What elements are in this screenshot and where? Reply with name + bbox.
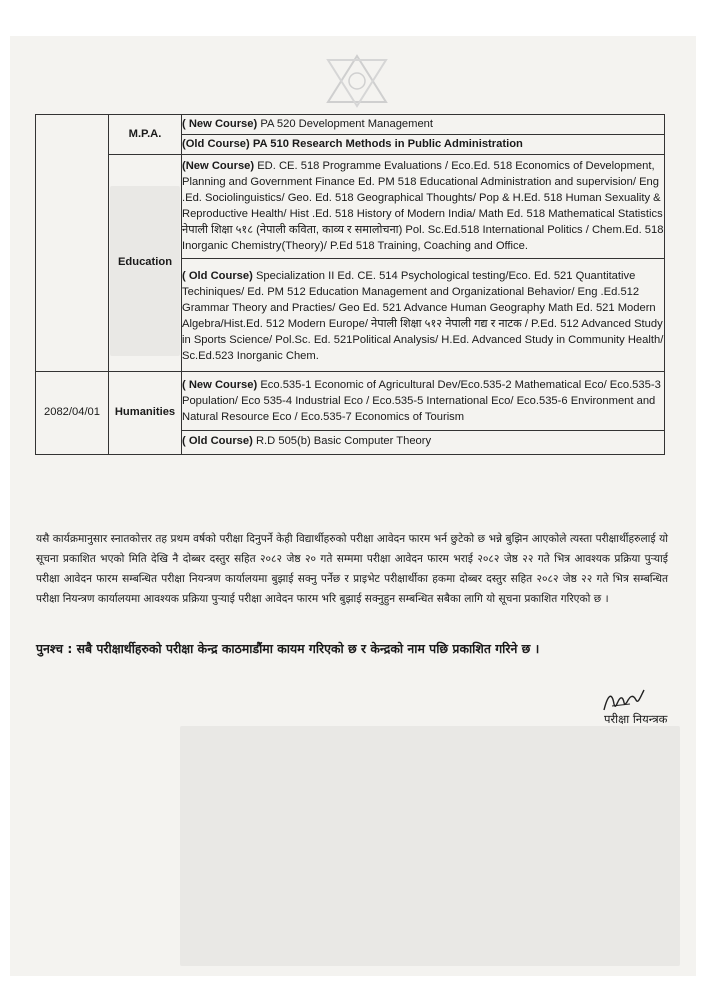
humanities-old-course: [182, 430, 665, 454]
course-text: R.D 505(b) Basic Computer Theory: [252, 435, 432, 448]
table-row: [36, 371, 665, 430]
humanities-new-course: [182, 371, 665, 430]
old-course-tag: ( Old Course): [182, 270, 253, 283]
course-text: Specialization II Ed. CE. 514 Psychological testing/Eco. Ed. 521 Quantitative Techiniques/ Ed. PM 512 Education Management and Organizational Behavior/ Eng .Ed.512 Grammar Theory and Practies/ Geo Ed. 521 Advance Human Geography Math Ed. 521 Modern Algebra/Hist.Ed. 512 Modern Europe/ नेपाली शिक्षा ५१२ नेपाली गद्य र नाटक / P.Ed. 512 Advanced Study in Sports Science/ Pol.Sc. Ed. 521Political Analysis/ H.Ed. Advanced Study in Community Health/ Sc.Ed.523 Inorganic Chem.: [182, 270, 664, 362]
notice-paragraph: यसै कार्यक्रमानुसार स्नातकोत्तर तह प्रथम वर्षको परीक्षा दिनुपर्ने केही विद्यार्थीहरुको परीक्षा आवेदन फारम भर्न छुटेको छ भन्ने बुझिन आएकोले त्यस्ता परीक्षार्थीहरुलाई यो सूचना प्रकाशित भएको मिति देखि नै दोब्बर दस्तुर सहित २०८२ जेष्ठ २० गते सम्ममा परीक्षा आवेदन फारम भराई २०८२ जेष्ठ २२ गते भित्र आवश्यक प्रक्रिया पुऱ्याई परीक्षा आवेदन फारम सम्बन्धित परीक्षा नियन्त्रण कार्यालयमा बुझाई सक्नु पर्नेछ र प्राइभेट परीक्षार्थीका हकमा दोब्बर दस्तुर सहित २०८२ जेष्ठ २२ गते भित्र सम्बन्धित परीक्षा नियन्त्रण कार्यालयमा आवश्यक प्रक्रिया पुऱ्याई परीक्षा आवेदन फारम भरि बुझाई सक्नुहुन सम्बन्धित सबैका लागि यो सूचना प्रकाशित गरिएको छ ।: [36, 532, 668, 605]
new-course-tag: ( New Course): [182, 378, 258, 391]
exam-schedule-table: [35, 114, 665, 455]
program-education: Education: [109, 155, 182, 372]
education-old-course: [182, 259, 665, 371]
old-course-tag: ( Old Course): [182, 435, 253, 448]
date-cell: 2082/04/01: [36, 371, 109, 454]
new-course-tag: ( New Course): [182, 117, 258, 130]
course-text: Eco.535-1 Economic of Agricultural Dev/Eco.535-2 Mathematical Eco/ Eco.535-3 Population/ Eco 535-4 Industrial Eco / Eco.535-5 International Eco/ Eco.535-6 Environment and Natural Resource Eco / Eco.535-7 Economics of Tourism: [182, 378, 661, 423]
course-text: PA 520 Development Management: [257, 117, 434, 130]
table-row: [36, 155, 665, 259]
mpa-new-course: [182, 115, 665, 135]
postscript-note: पुनश्च : सबै परीक्षार्थीहरुको परीक्षा केन्द्र काठमाडौंमा कायम गरिएको छ र केन्द्रको नाम पछि प्रकाशित गरिने छ ।: [36, 641, 540, 656]
table-row: [36, 115, 665, 135]
date-cell-empty: [36, 115, 109, 372]
program-mpa: M.P.A.: [109, 115, 182, 155]
program-humanities: Humanities: [109, 371, 182, 454]
university-emblem-watermark: [322, 52, 392, 110]
education-new-course: [182, 155, 665, 259]
bleed-through-table: [180, 726, 680, 966]
course-text: ED. CE. 518 Programme Evaluations / Eco.Ed. 518 Economics of Development, Planning and Government Finance Ed. PM 518 Educational Administration and supervision/ Eng .Ed. Sociolinguistics/ Geo. Ed. 518 Geographical Thoughts/ Pop & H.Ed. 518 Human Sexuality & Reproductive Health/ Hist .Ed. 518 History of Modern India/ Math Ed. 518 Mathematical Statistics नेपाली शिक्षा ५१८ (नेपाली कविता, काव्य र समालोचना) Pol. Sc.Ed.518 International Politics / Chem.Ed. 518 Inorganic Chemistry(Theory)/ P.Ed 518 Training, Coaching and Office.: [182, 160, 664, 252]
signatory-title: परीक्षा नियन्त्रक: [604, 712, 668, 726]
new-course-tag: (New Course): [182, 160, 255, 172]
mpa-old-course: (Old Course) PA 510 Research Methods in Public Administration: [182, 135, 665, 155]
